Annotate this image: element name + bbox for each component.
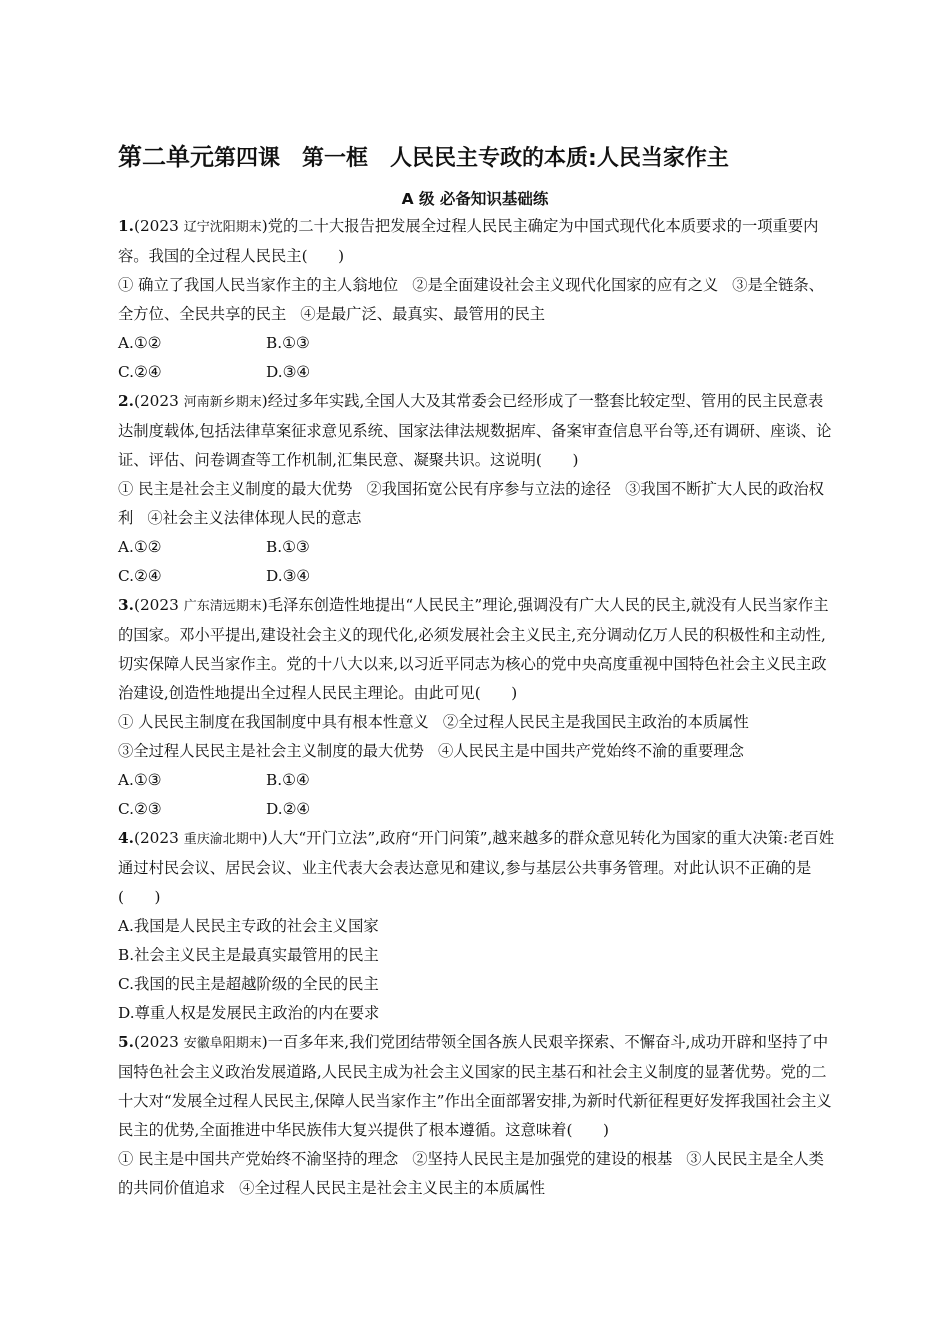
option-row	[118, 795, 838, 824]
question-source: 安徽阜阳期末	[183, 1036, 262, 1051]
question-source: 河南新乡期末	[183, 395, 262, 410]
question-stem: 1.(2023 辽宁沈阳期末)党的二十大报告把发展全过程人民民主确定为中国式现代化本质要求的一项重要内容。我国的全过程人民民主( )	[118, 217, 819, 265]
lesson-label: 第四课	[214, 146, 281, 171]
option-c[interactable]: C.我国的民主是超越阶级的全民的民主	[118, 975, 379, 993]
option-row	[118, 562, 838, 591]
question-source: 重庆渝北期中	[183, 832, 262, 847]
option-a[interactable]: A.①②	[118, 538, 162, 556]
option-b[interactable]: B.①③	[266, 334, 310, 352]
option-b[interactable]: B.①④	[266, 771, 310, 789]
unit-label: 第二单元	[118, 143, 214, 171]
option-row	[118, 358, 838, 387]
option-a[interactable]: A.①②	[118, 334, 162, 352]
question-stem: 2.(2023 河南新乡期末)经过多年实践,全国人大及其常委会已经形成了一整套比较定型、管用的民主民意表达制度载体,包括法律草案征求意见系统、国家法律法规数据库、备案审查信息平台等,还有调研、座谈、论证、评估、问卷调查等工作机制,汇集民意、凝聚共识。这说明( )	[118, 392, 832, 469]
option-c[interactable]: C.②③	[118, 800, 162, 818]
level-heading: A 级 必备知识基础练	[401, 190, 549, 208]
question-stem: 4.(2023 重庆渝北期中)人大“开门立法”,政府“开门问策”,越来越多的群众意见转化为国家的重大决策:老百姓通过村民会议、居民会议、业主代表大会表达意见和建议,参与基层公共事务管理。对此认识不正确的是( )	[118, 829, 834, 906]
option-row	[118, 329, 838, 358]
question-stem: 5.(2023 安徽阜阳期末)一百多年来,我们党团结带领全国各族人民艰辛探索、不懈奋斗,成功开辟和坚持了中国特色社会主义政治发展道路,人民民主成为社会主义国家的民主基石和社会主义制度的显著优势。党的二十大对“发展全过程人民民主,保障人民当家作主”作出全面部署安排,为新时代新征程更好发挥我国社会主义民主的优势,全面推进中华民族伟大复兴提供了根本遵循。这意味着( )	[118, 1033, 832, 1139]
question-1	[118, 212, 838, 387]
statement-list: ① 民主是社会主义制度的最大优势 ②我国拓宽公民有序参与立法的途径 ③我国不断扩大人民的政治权利 ④社会主义法律体现人民的意志	[118, 480, 824, 527]
option-c[interactable]: C.②④	[118, 567, 162, 585]
option-b[interactable]: B.社会主义民主是最真实最管用的民主	[118, 946, 379, 964]
question-2	[118, 387, 838, 591]
section-label: 第一框	[302, 146, 369, 171]
option-b[interactable]: B.①③	[266, 538, 310, 556]
topic-label: 人民民主专政的本质:人民当家作主	[390, 146, 729, 171]
option-row	[118, 766, 838, 795]
statement-list: ① 人民民主制度在我国制度中具有根本性意义 ②全过程人民民主是我国民主政治的本质属性 ③全过程人民民主是社会主义制度的最大优势 ④人民民主是中国共产党始终不渝的重要理念	[118, 713, 749, 760]
question-source: 广东清远期末	[183, 599, 262, 614]
option-a[interactable]: A.我国是人民民主专政的社会主义国家	[118, 917, 379, 935]
question-source: 辽宁沈阳期末	[183, 220, 262, 235]
statement-list: ① 民主是中国共产党始终不渝坚持的理念 ②坚持人民民主是加强党的建设的根基 ③人民民主是全人类的共同价值追求 ④全过程人民民主是社会主义民主的本质属性	[118, 1150, 824, 1197]
option-d[interactable]: D.③④	[266, 567, 311, 585]
page-title	[118, 140, 878, 176]
option-c[interactable]: C.②④	[118, 363, 162, 381]
option-d[interactable]: D.尊重人权是发展民主政治的内在要求	[118, 1004, 380, 1022]
question-5	[118, 1028, 838, 1203]
question-list	[118, 212, 838, 1203]
statement-list: ① 确立了我国人民当家作主的主人翁地位 ②是全面建设社会主义现代化国家的应有之义 ③是全链条、全方位、全民共享的民主 ④是最广泛、最真实、最管用的民主	[118, 276, 824, 323]
option-d[interactable]: D.③④	[266, 363, 311, 381]
option-a[interactable]: A.①③	[118, 771, 162, 789]
question-stem: 3.(2023 广东清远期末)毛泽东创造性地提出“人民民主”理论,强调没有广大人民的民主,就没有人民当家作主的国家。邓小平提出,建设社会主义的现代化,必须发展社会主义民主,充分调动亿万人民的积极性和主动性,切实保障人民当家作主。党的十八大以来,以习近平同志为核心的党中央高度重视中国特色社会主义民主政治建设,创造性地提出全过程人民民主理论。由此可见( )	[118, 596, 829, 702]
question-3	[118, 591, 838, 824]
option-d[interactable]: D.②④	[266, 800, 311, 818]
question-4	[118, 824, 838, 1028]
option-row	[118, 533, 838, 562]
